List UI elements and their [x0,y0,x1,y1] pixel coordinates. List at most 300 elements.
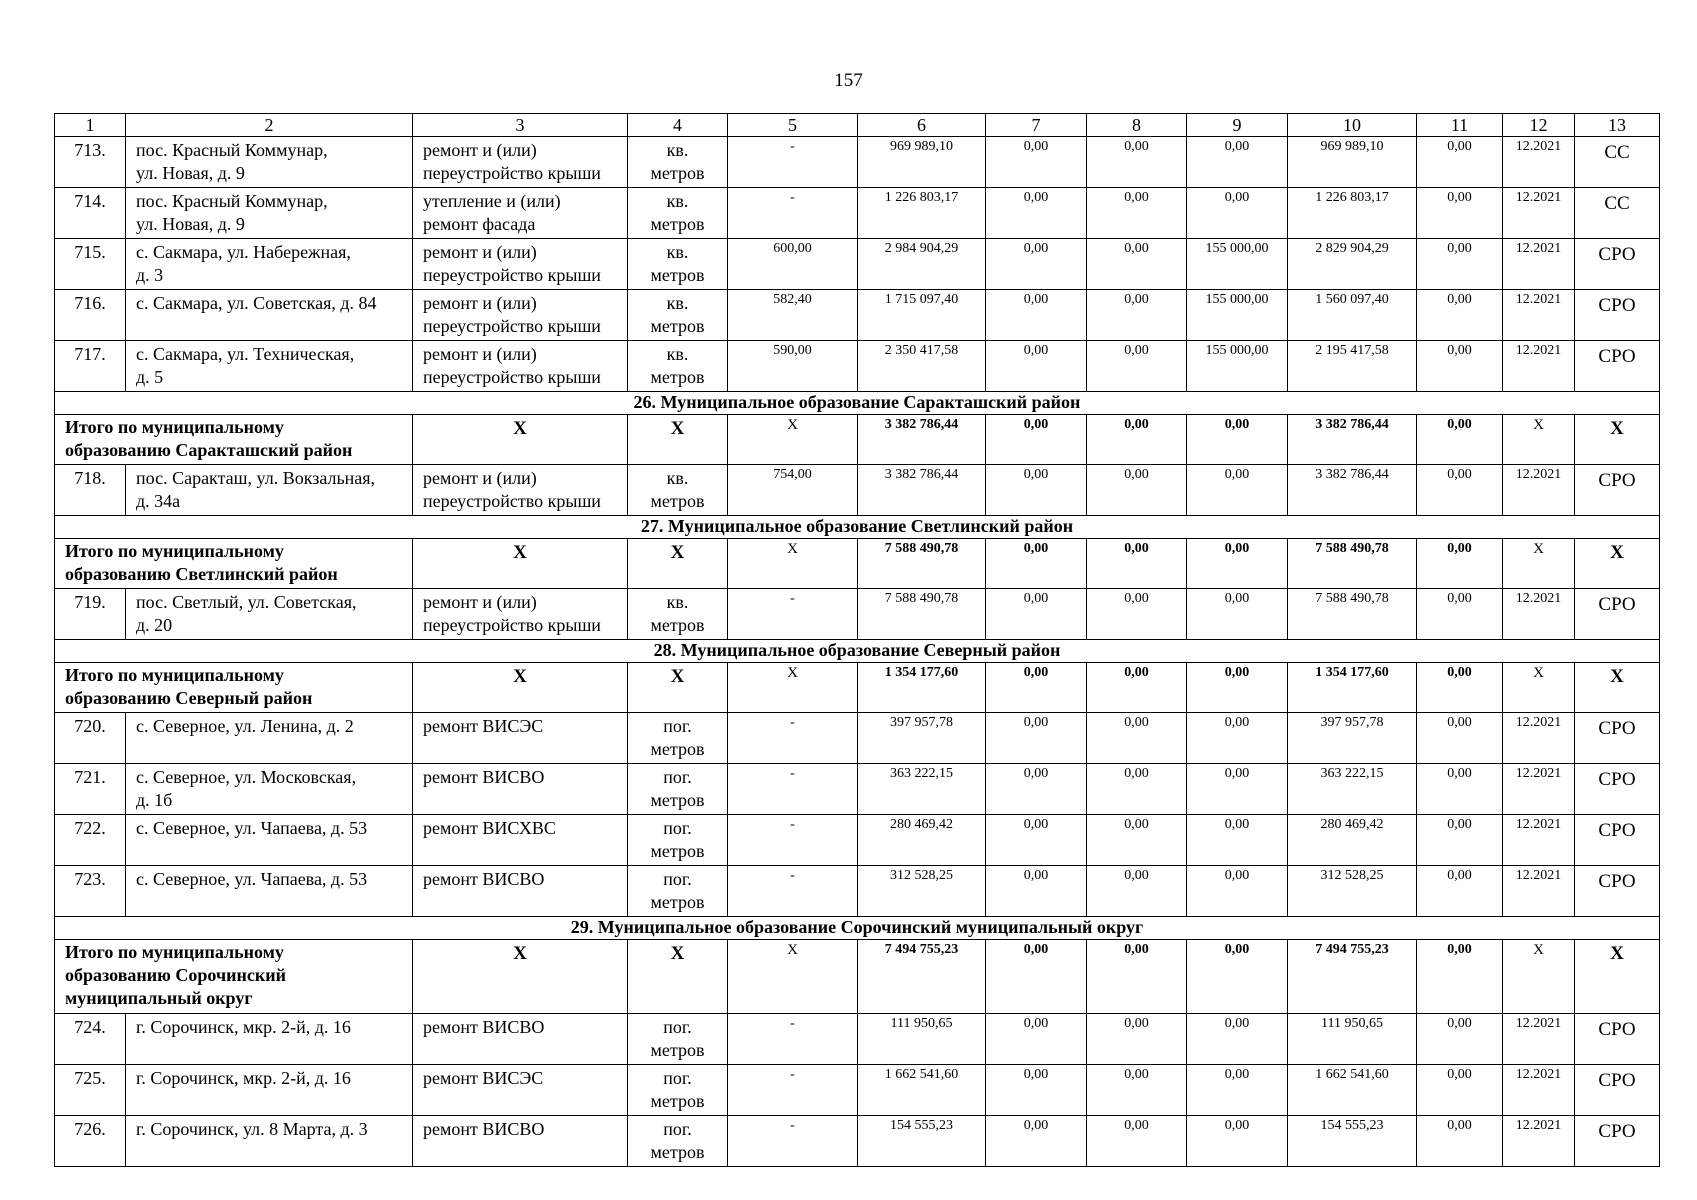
cost-col-10: 312 528,25 [1288,866,1417,917]
subtotal-label-line: Итого по муниципальному [65,541,284,561]
cost-col-10: 1 560 097,40 [1288,290,1417,341]
area: - [728,1116,858,1167]
cost-col-11: 0,00 [1417,1065,1503,1116]
address-line: ул. Новая, д. 9 [136,163,245,183]
area: - [728,188,858,239]
cost-col-8: 0,00 [1087,866,1187,917]
unit [628,815,728,866]
subtotal-label-line: Итого по муниципальному [65,665,284,685]
x-mark: Х [728,415,858,465]
address [126,764,413,815]
work-type-line: ремонт и (или) [423,344,537,364]
subtotal-label-line: образованию Саракташский район [65,440,353,460]
cost-col-9: 0,00 [1187,539,1288,589]
column-number-8: 8 [1087,114,1187,137]
area: - [728,589,858,640]
column-number-9: 9 [1187,114,1288,137]
cost-col-8: 0,00 [1087,465,1187,516]
cost-col-11: 0,00 [1417,539,1503,589]
unit [628,1065,728,1116]
work-type-line: переустройство крыши [423,163,601,183]
cost-col-8: 0,00 [1087,188,1187,239]
total-cost: 1 354 177,60 [858,663,986,713]
row-number: 721. [55,764,126,815]
work-type [413,815,628,866]
work-type-line: переустройство крыши [423,615,601,635]
row-number: 714. [55,188,126,239]
table-row [55,341,1660,392]
work-type-line: ремонт ВИСВО [423,869,545,889]
cost-col-10: 2 829 904,29 [1288,239,1417,290]
work-type [413,1116,628,1167]
subtotal-label-line: образованию Сорочинский [65,965,286,985]
cost-col-7: 0,00 [986,663,1087,713]
table-row [55,764,1660,815]
cost-col-11: 0,00 [1417,1116,1503,1167]
unit-line: метров [650,1091,705,1111]
cost-col-10: 7 588 490,78 [1288,589,1417,640]
cost-col-11: 0,00 [1417,290,1503,341]
cost-col-10: 969 989,10 [1288,137,1417,188]
table-row [55,290,1660,341]
address-line: с. Северное, ул. Чапаева, д. 53 [136,869,368,889]
cost-col-9: 0,00 [1187,188,1288,239]
cost-col-9: 0,00 [1187,764,1288,815]
cost-col-8: 0,00 [1087,764,1187,815]
table-row [55,815,1660,866]
address [126,1065,413,1116]
completion-date: 12.2021 [1503,465,1575,516]
unit-line: пог. [663,1068,692,1088]
cost-col-8: 0,00 [1087,137,1187,188]
area: 590,00 [728,341,858,392]
section-header-row [55,392,1660,415]
x-mark: Х [1575,539,1660,589]
work-type [413,465,628,516]
subtotal-row [55,539,1660,589]
contractor-type: СРО [1575,713,1660,764]
address [126,866,413,917]
cost-col-10: 111 950,65 [1288,1014,1417,1065]
cost-col-8: 0,00 [1087,589,1187,640]
address-line: пос. Саракташ, ул. Вокзальная, [136,468,376,488]
x-mark: Х [628,663,728,713]
column-number-11: 11 [1417,114,1503,137]
address-line: с. Северное, ул. Московская, [136,767,357,787]
address [126,290,413,341]
total-cost: 7 588 490,78 [858,589,986,640]
cost-col-7: 0,00 [986,1065,1087,1116]
total-cost: 154 555,23 [858,1116,986,1167]
total-cost: 1 226 803,17 [858,188,986,239]
address-line: г. Сорочинск, мкр. 2-й, д. 16 [136,1068,351,1088]
cost-col-7: 0,00 [986,589,1087,640]
subtotal-label-line: Итого по муниципальному [65,417,284,437]
unit-line: пог. [663,767,692,787]
address-line: д. 34а [136,491,181,511]
column-number-12: 12 [1503,114,1575,137]
work-type [413,1065,628,1116]
column-number-5: 5 [728,114,858,137]
area: - [728,764,858,815]
cost-col-10: 154 555,23 [1288,1116,1417,1167]
row-number: 722. [55,815,126,866]
work-type-line: ремонт и (или) [423,592,537,612]
work-type-line: ремонт ВИСВО [423,1119,545,1139]
column-number-6: 6 [858,114,986,137]
work-type-line: утепление и (или) [423,191,561,211]
cost-col-10: 363 222,15 [1288,764,1417,815]
cost-col-7: 0,00 [986,290,1087,341]
unit-line: кв. [666,191,689,211]
work-type [413,137,628,188]
column-number-row [55,114,1660,137]
cost-col-8: 0,00 [1087,415,1187,465]
unit [628,713,728,764]
total-cost: 280 469,42 [858,815,986,866]
cost-col-11: 0,00 [1417,188,1503,239]
address [126,465,413,516]
row-number: 726. [55,1116,126,1167]
completion-date: 12.2021 [1503,764,1575,815]
completion-date: 12.2021 [1503,341,1575,392]
address-line: с. Сакмара, ул. Набережная, [136,242,351,262]
cost-col-10: 7 494 755,23 [1288,940,1417,1014]
total-cost: 7 494 755,23 [858,940,986,1014]
section-title: 28. Муниципальное образование Северный район [55,640,1660,663]
repair-program-table [54,113,1660,1167]
unit-line: пог. [663,1119,692,1139]
row-number: 717. [55,341,126,392]
address-line: с. Сакмара, ул. Советская, д. 84 [136,293,377,313]
cost-col-9: 0,00 [1187,465,1288,516]
total-cost: 3 382 786,44 [858,465,986,516]
address-line: с. Северное, ул. Чапаева, д. 53 [136,818,368,838]
area: - [728,866,858,917]
work-type [413,1014,628,1065]
total-cost: 2 984 904,29 [858,239,986,290]
total-cost: 3 382 786,44 [858,415,986,465]
cost-col-7: 0,00 [986,764,1087,815]
cost-col-10: 3 382 786,44 [1288,465,1417,516]
section-title: 26. Муниципальное образование Саракташский район [55,392,1660,415]
work-type [413,188,628,239]
work-type-line: ремонт и (или) [423,293,537,313]
cost-col-8: 0,00 [1087,1014,1187,1065]
work-type-line: ремонт ВИСВО [423,767,545,787]
completion-date: 12.2021 [1503,1014,1575,1065]
contractor-type: СРО [1575,764,1660,815]
unit-line: пог. [663,869,692,889]
cost-col-8: 0,00 [1087,713,1187,764]
section-header-row [55,640,1660,663]
area: - [728,815,858,866]
work-type-line: ремонт и (или) [423,468,537,488]
cost-col-11: 0,00 [1417,137,1503,188]
section-header-row [55,917,1660,940]
unit [628,1116,728,1167]
address [126,188,413,239]
section-title: 27. Муниципальное образование Светлинский район [55,516,1660,539]
cost-col-11: 0,00 [1417,815,1503,866]
area: - [728,713,858,764]
column-number-2: 2 [126,114,413,137]
total-cost: 2 350 417,58 [858,341,986,392]
row-number: 720. [55,713,126,764]
work-type-line: переустройство крыши [423,265,601,285]
x-mark: Х [413,663,628,713]
cost-col-11: 0,00 [1417,713,1503,764]
cost-col-10: 280 469,42 [1288,815,1417,866]
x-mark: Х [413,415,628,465]
x-mark: Х [728,663,858,713]
row-number: 723. [55,866,126,917]
row-number: 716. [55,290,126,341]
cost-col-9: 0,00 [1187,1065,1288,1116]
work-type [413,239,628,290]
address-line: пос. Красный Коммунар, [136,140,328,160]
table-row [55,1065,1660,1116]
table-row [55,188,1660,239]
address [126,239,413,290]
contractor-type: СРО [1575,1116,1660,1167]
cost-col-11: 0,00 [1417,1014,1503,1065]
address [126,137,413,188]
area: - [728,137,858,188]
x-mark: Х [628,940,728,1014]
unit-line: метров [650,491,705,511]
x-mark: Х [1575,663,1660,713]
total-cost: 969 989,10 [858,137,986,188]
unit-line: кв. [666,592,689,612]
work-type [413,290,628,341]
table-row [55,1014,1660,1065]
total-cost: 397 957,78 [858,713,986,764]
row-number: 715. [55,239,126,290]
cost-col-9: 0,00 [1187,1014,1288,1065]
cost-col-7: 0,00 [986,940,1087,1014]
address-line: д. 1б [136,790,173,810]
total-cost: 7 588 490,78 [858,539,986,589]
unit-line: метров [650,739,705,759]
unit-line: метров [650,316,705,336]
cost-col-10: 397 957,78 [1288,713,1417,764]
unit [628,290,728,341]
cost-col-10: 1 226 803,17 [1288,188,1417,239]
cost-col-7: 0,00 [986,713,1087,764]
address-line: пос. Светлый, ул. Советская, [136,592,357,612]
area: - [728,1065,858,1116]
contractor-type: СРО [1575,290,1660,341]
work-type [413,341,628,392]
cost-col-11: 0,00 [1417,764,1503,815]
unit-line: метров [650,1040,705,1060]
cost-col-7: 0,00 [986,1116,1087,1167]
total-cost: 363 222,15 [858,764,986,815]
contractor-type: СС [1575,137,1660,188]
cost-col-11: 0,00 [1417,940,1503,1014]
work-type [413,764,628,815]
cost-col-7: 0,00 [986,465,1087,516]
x-mark: Х [1575,415,1660,465]
unit [628,1014,728,1065]
subtotal-label [55,539,413,589]
unit-line: кв. [666,344,689,364]
unit [628,465,728,516]
subtotal-label-line: муниципальный округ [65,988,253,1008]
contractor-type: СРО [1575,815,1660,866]
table-row [55,465,1660,516]
page-number: 157 [834,70,863,91]
column-number-10: 10 [1288,114,1417,137]
work-type [413,589,628,640]
cost-col-9: 155 000,00 [1187,341,1288,392]
work-type [413,713,628,764]
table-row [55,589,1660,640]
cost-col-11: 0,00 [1417,866,1503,917]
cost-col-8: 0,00 [1087,1065,1187,1116]
contractor-type: СРО [1575,239,1660,290]
cost-col-8: 0,00 [1087,940,1187,1014]
unit [628,188,728,239]
unit-line: метров [650,265,705,285]
total-cost: 312 528,25 [858,866,986,917]
cost-col-8: 0,00 [1087,539,1187,589]
cost-col-7: 0,00 [986,866,1087,917]
completion-date: 12.2021 [1503,239,1575,290]
unit-line: кв. [666,242,689,262]
address [126,1116,413,1167]
cost-col-9: 155 000,00 [1187,239,1288,290]
x-mark: Х [1503,539,1575,589]
cost-col-7: 0,00 [986,188,1087,239]
x-mark: Х [413,539,628,589]
subtotal-label-line: образованию Северный район [65,688,313,708]
unit-line: пог. [663,818,692,838]
x-mark: Х [413,940,628,1014]
unit [628,764,728,815]
row-number: 718. [55,465,126,516]
unit [628,341,728,392]
address-line: г. Сорочинск, ул. 8 Марта, д. 3 [136,1119,368,1139]
subtotal-label-line: Итого по муниципальному [65,942,284,962]
cost-col-8: 0,00 [1087,341,1187,392]
cost-col-9: 0,00 [1187,866,1288,917]
work-type-line: ремонт ВИСХВС [423,818,556,838]
completion-date: 12.2021 [1503,589,1575,640]
subtotal-label [55,663,413,713]
contractor-type: СРО [1575,866,1660,917]
area: 600,00 [728,239,858,290]
x-mark: Х [1503,415,1575,465]
address-line: ул. Новая, д. 9 [136,214,245,234]
unit-line: кв. [666,140,689,160]
subtotal-row [55,940,1660,1014]
address [126,589,413,640]
cost-col-11: 0,00 [1417,239,1503,290]
contractor-type: СРО [1575,589,1660,640]
unit-line: метров [650,214,705,234]
cost-col-7: 0,00 [986,137,1087,188]
unit-line: пог. [663,1017,692,1037]
address-line: с. Северное, ул. Ленина, д. 2 [136,716,354,736]
table-row [55,1116,1660,1167]
unit-line: пог. [663,716,692,736]
cost-col-11: 0,00 [1417,465,1503,516]
x-mark: Х [628,539,728,589]
work-type-line: ремонт и (или) [423,242,537,262]
table-row [55,239,1660,290]
x-mark: Х [628,415,728,465]
completion-date: 12.2021 [1503,188,1575,239]
completion-date: 12.2021 [1503,1065,1575,1116]
address-line: д. 5 [136,367,164,387]
cost-col-9: 0,00 [1187,663,1288,713]
cost-col-11: 0,00 [1417,663,1503,713]
work-type-line: переустройство крыши [423,367,601,387]
work-type-line: ремонт и (или) [423,140,537,160]
cost-col-8: 0,00 [1087,239,1187,290]
contractor-type: СРО [1575,1014,1660,1065]
cost-col-10: 7 588 490,78 [1288,539,1417,589]
cost-col-7: 0,00 [986,1014,1087,1065]
subtotal-label [55,940,413,1014]
cost-col-7: 0,00 [986,815,1087,866]
unit-line: метров [650,615,705,635]
row-number: 724. [55,1014,126,1065]
unit-line: метров [650,1142,705,1162]
x-mark: Х [728,539,858,589]
table-row [55,137,1660,188]
address [126,815,413,866]
work-type-line: ремонт ВИСЭС [423,1068,544,1088]
unit-line: метров [650,892,705,912]
subtotal-row [55,663,1660,713]
cost-col-7: 0,00 [986,239,1087,290]
unit-line: кв. [666,293,689,313]
address-line: д. 3 [136,265,164,285]
unit [628,239,728,290]
address [126,713,413,764]
cost-col-8: 0,00 [1087,290,1187,341]
area: 754,00 [728,465,858,516]
section-header-row [55,516,1660,539]
column-number-1: 1 [55,114,126,137]
unit-line: метров [650,163,705,183]
completion-date: 12.2021 [1503,137,1575,188]
column-number-7: 7 [986,114,1087,137]
address [126,341,413,392]
contractor-type: СРО [1575,465,1660,516]
area: - [728,1014,858,1065]
unit-line: метров [650,841,705,861]
column-number-3: 3 [413,114,628,137]
cost-col-9: 0,00 [1187,589,1288,640]
cost-col-7: 0,00 [986,415,1087,465]
work-type-line: ремонт ВИСЭС [423,716,544,736]
table-row [55,866,1660,917]
cost-col-9: 0,00 [1187,1116,1288,1167]
total-cost: 1 715 097,40 [858,290,986,341]
cost-col-9: 0,00 [1187,815,1288,866]
completion-date: 12.2021 [1503,866,1575,917]
unit [628,137,728,188]
column-number-13: 13 [1575,114,1660,137]
subtotal-row [55,415,1660,465]
total-cost: 111 950,65 [858,1014,986,1065]
work-type-line: ремонт ВИСВО [423,1017,545,1037]
row-number: 713. [55,137,126,188]
